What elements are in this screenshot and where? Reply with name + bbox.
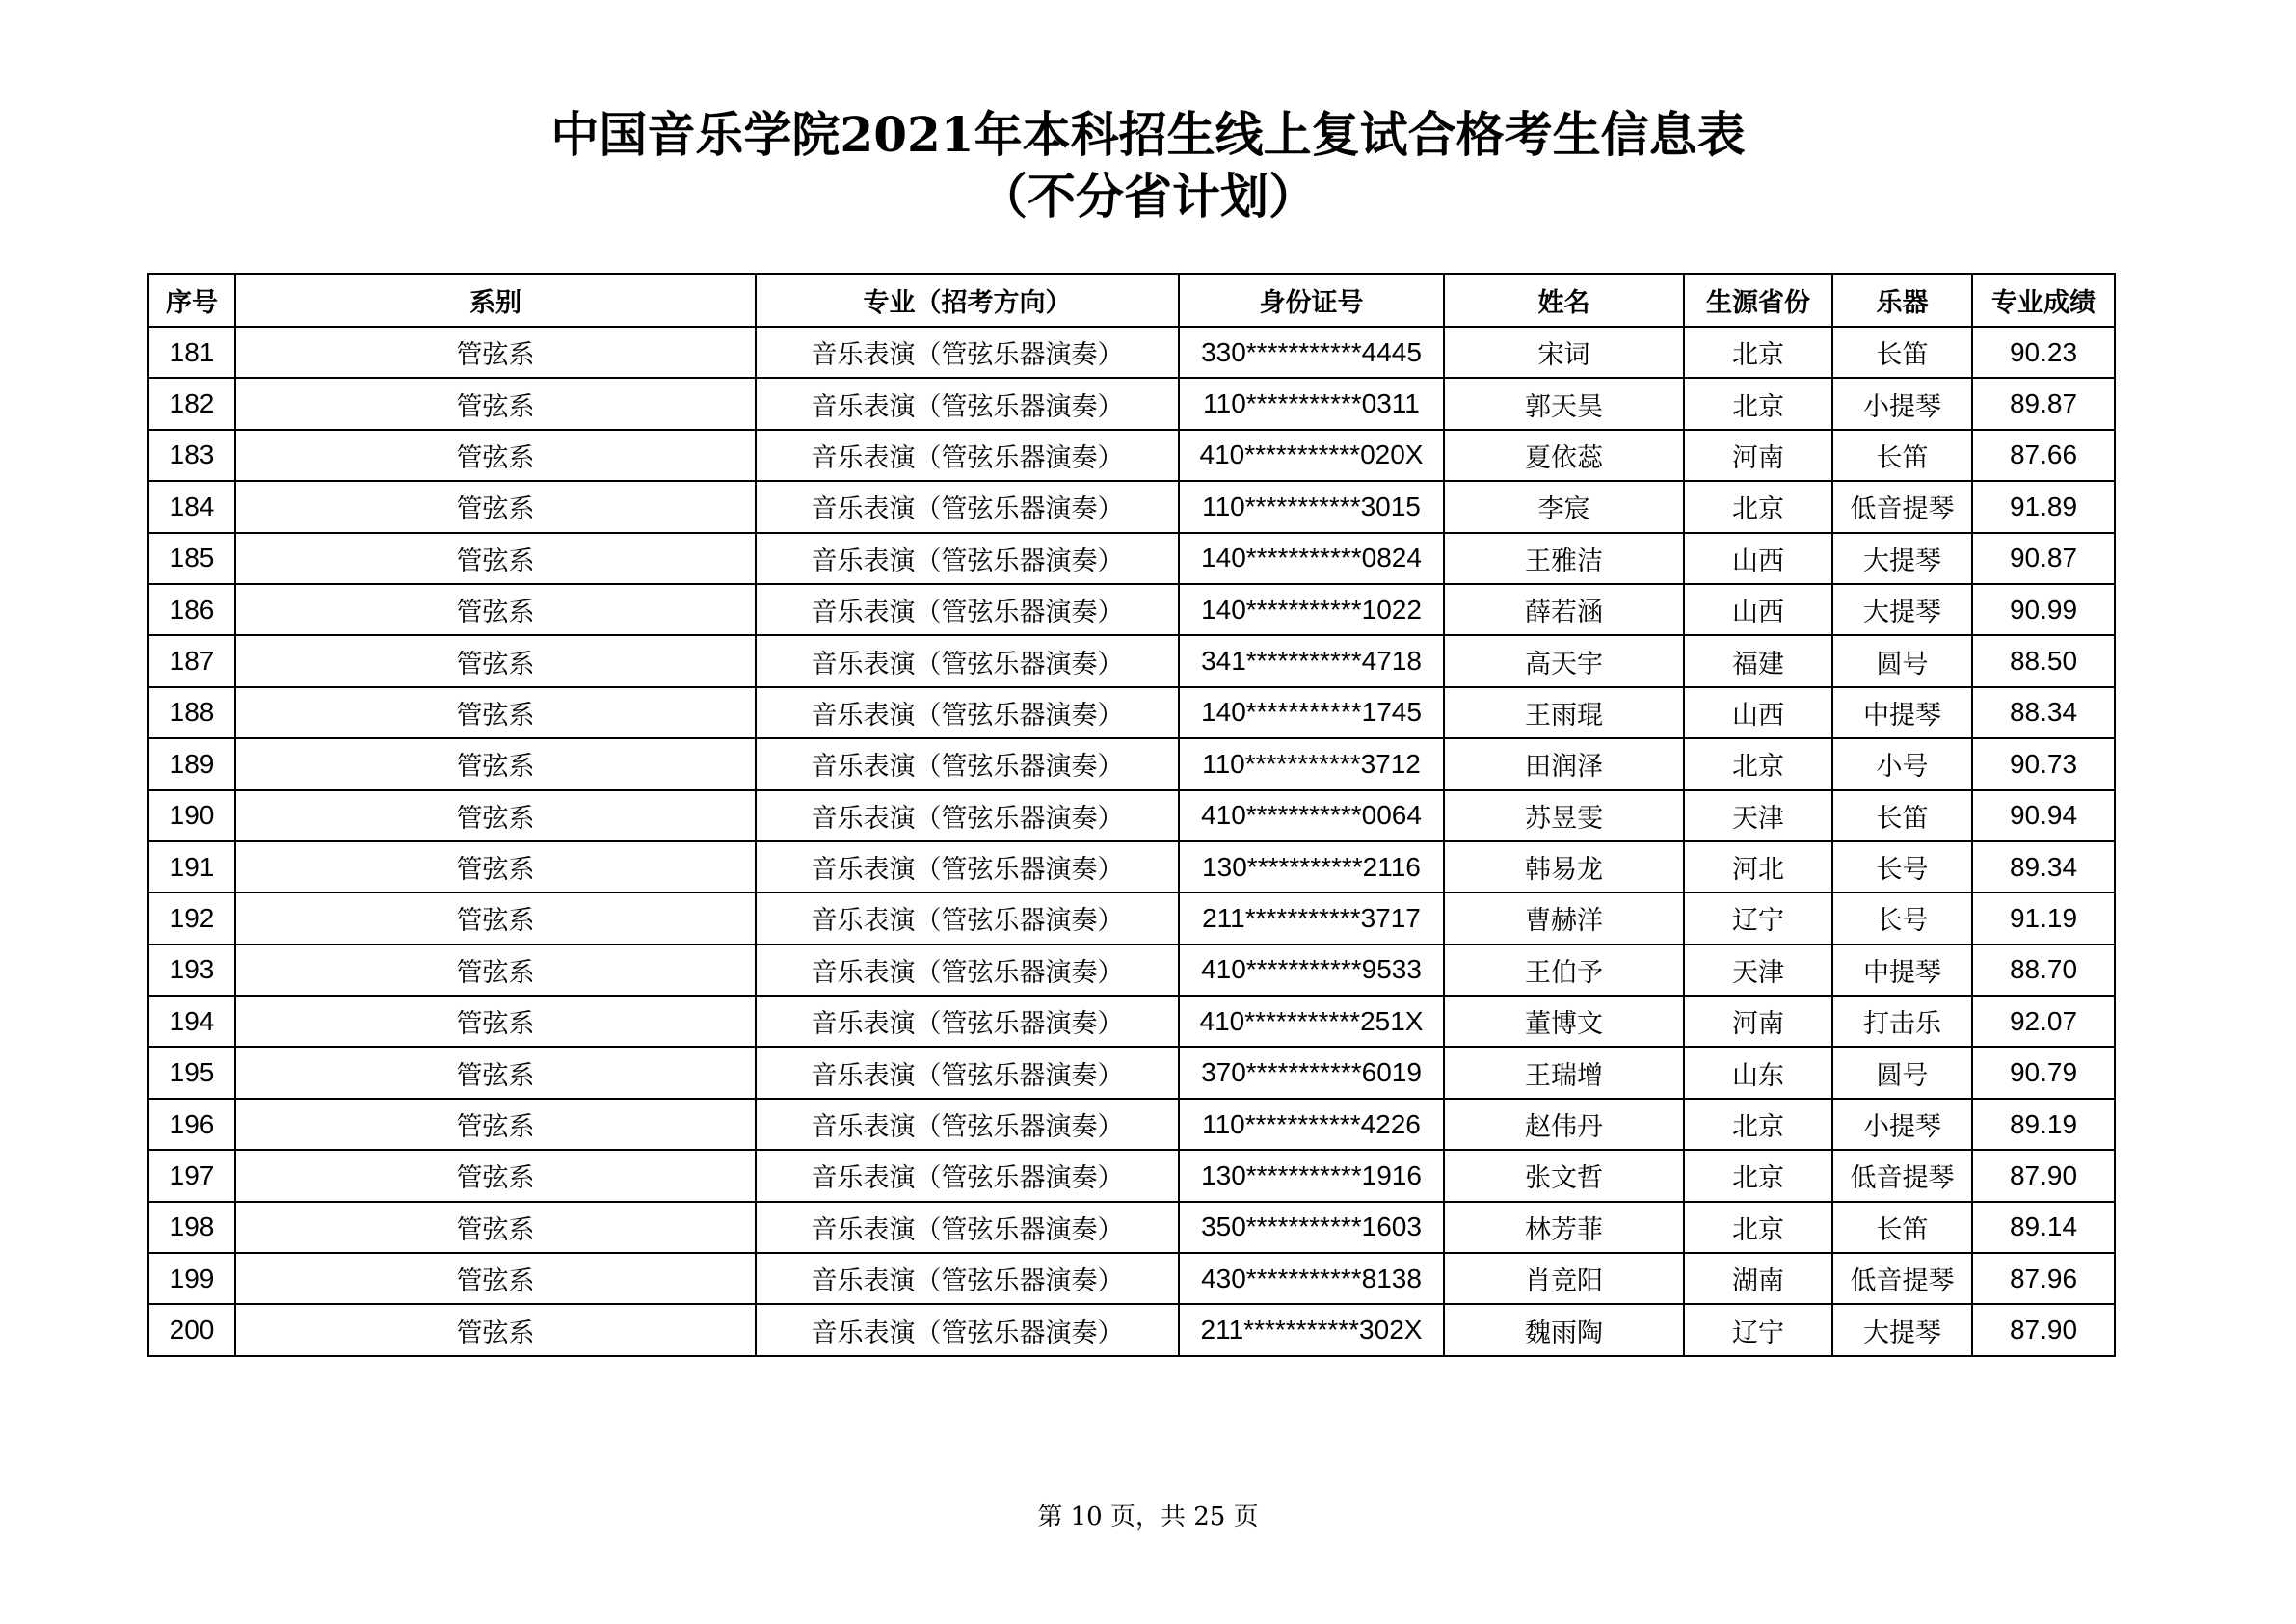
cell-major: 音乐表演（管弦乐器演奏） xyxy=(756,738,1179,789)
cell-department: 管弦系 xyxy=(235,1047,756,1098)
cell-id-number: 330***********4445 xyxy=(1179,327,1444,378)
table-row xyxy=(148,945,2115,996)
cell-major: 音乐表演（管弦乐器演奏） xyxy=(756,790,1179,841)
table-row xyxy=(148,1047,2115,1098)
cell-name: 宋词 xyxy=(1444,327,1684,378)
cell-department: 管弦系 xyxy=(235,687,756,738)
cell-id-number: 430***********8138 xyxy=(1179,1253,1444,1304)
cell-major: 音乐表演（管弦乐器演奏） xyxy=(756,945,1179,996)
cell-province: 辽宁 xyxy=(1684,1304,1832,1355)
cell-id-number: 350***********1603 xyxy=(1179,1202,1444,1253)
cell-seq: 188 xyxy=(148,687,235,738)
cell-seq: 193 xyxy=(148,945,235,996)
cell-id-number: 110***********3712 xyxy=(1179,738,1444,789)
cell-score: 89.19 xyxy=(1972,1099,2115,1150)
cell-id-number: 140***********1745 xyxy=(1179,687,1444,738)
table-row xyxy=(148,481,2115,532)
cell-instrument: 中提琴 xyxy=(1832,945,1972,996)
cell-instrument: 圆号 xyxy=(1832,1047,1972,1098)
table-row xyxy=(148,1253,2115,1304)
cell-department: 管弦系 xyxy=(235,1150,756,1201)
cell-seq: 194 xyxy=(148,996,235,1047)
cell-department: 管弦系 xyxy=(235,481,756,532)
cell-department: 管弦系 xyxy=(235,327,756,378)
cell-province: 北京 xyxy=(1684,738,1832,789)
cell-id-number: 410***********020X xyxy=(1179,430,1444,481)
table-row xyxy=(148,533,2115,584)
cell-province: 山西 xyxy=(1684,533,1832,584)
table-row xyxy=(148,892,2115,944)
cell-score: 87.66 xyxy=(1972,430,2115,481)
cell-department: 管弦系 xyxy=(235,533,756,584)
cell-name: 田润泽 xyxy=(1444,738,1684,789)
cell-score: 90.94 xyxy=(1972,790,2115,841)
cell-id-number: 211***********302X xyxy=(1179,1304,1444,1355)
cell-seq: 182 xyxy=(148,378,235,429)
cell-score: 88.34 xyxy=(1972,687,2115,738)
table-row xyxy=(148,790,2115,841)
cell-major: 音乐表演（管弦乐器演奏） xyxy=(756,430,1179,481)
cell-major: 音乐表演（管弦乐器演奏） xyxy=(756,841,1179,892)
cell-department: 管弦系 xyxy=(235,584,756,635)
cell-seq: 191 xyxy=(148,841,235,892)
cell-department: 管弦系 xyxy=(235,635,756,686)
cell-major: 音乐表演（管弦乐器演奏） xyxy=(756,481,1179,532)
cell-major: 音乐表演（管弦乐器演奏） xyxy=(756,687,1179,738)
document-subtitle: （不分省计划） xyxy=(979,168,1317,225)
cell-province: 山西 xyxy=(1684,584,1832,635)
document-title: 中国音乐学院2021年本科招生线上复试合格考生信息表 xyxy=(550,106,1746,163)
cell-province: 北京 xyxy=(1684,1150,1832,1201)
column-header: 专业成绩 xyxy=(1972,274,2115,327)
cell-instrument: 大提琴 xyxy=(1832,533,1972,584)
table-row xyxy=(148,584,2115,635)
cell-department: 管弦系 xyxy=(235,430,756,481)
table-row xyxy=(148,1150,2115,1201)
cell-score: 90.23 xyxy=(1972,327,2115,378)
cell-score: 90.73 xyxy=(1972,738,2115,789)
table-row xyxy=(148,1202,2115,1253)
cell-instrument: 长号 xyxy=(1832,841,1972,892)
cell-major: 音乐表演（管弦乐器演奏） xyxy=(756,1150,1179,1201)
table-row xyxy=(148,1099,2115,1150)
cell-department: 管弦系 xyxy=(235,1202,756,1253)
cell-score: 88.70 xyxy=(1972,945,2115,996)
column-header: 生源省份 xyxy=(1684,274,1832,327)
cell-province: 湖南 xyxy=(1684,1253,1832,1304)
cell-instrument: 长号 xyxy=(1832,892,1972,944)
cell-department: 管弦系 xyxy=(235,945,756,996)
table-row xyxy=(148,841,2115,892)
table-row xyxy=(148,430,2115,481)
cell-seq: 189 xyxy=(148,738,235,789)
cell-score: 90.79 xyxy=(1972,1047,2115,1098)
table-row xyxy=(148,327,2115,378)
cell-department: 管弦系 xyxy=(235,790,756,841)
table-body xyxy=(148,327,2115,1356)
table-row xyxy=(148,635,2115,686)
cell-id-number: 130***********2116 xyxy=(1179,841,1444,892)
cell-name: 王伯予 xyxy=(1444,945,1684,996)
cell-id-number: 130***********1916 xyxy=(1179,1150,1444,1201)
cell-major: 音乐表演（管弦乐器演奏） xyxy=(756,1202,1179,1253)
cell-name: 韩易龙 xyxy=(1444,841,1684,892)
cell-instrument: 大提琴 xyxy=(1832,1304,1972,1355)
cell-id-number: 341***********4718 xyxy=(1179,635,1444,686)
cell-province: 北京 xyxy=(1684,1099,1832,1150)
cell-seq: 184 xyxy=(148,481,235,532)
cell-score: 90.99 xyxy=(1972,584,2115,635)
cell-province: 辽宁 xyxy=(1684,892,1832,944)
cell-score: 87.90 xyxy=(1972,1150,2115,1201)
cell-major: 音乐表演（管弦乐器演奏） xyxy=(756,1253,1179,1304)
cell-major: 音乐表演（管弦乐器演奏） xyxy=(756,892,1179,944)
cell-seq: 197 xyxy=(148,1150,235,1201)
cell-name: 赵伟丹 xyxy=(1444,1099,1684,1150)
cell-name: 董博文 xyxy=(1444,996,1684,1047)
cell-major: 音乐表演（管弦乐器演奏） xyxy=(756,1304,1179,1355)
column-header: 系别 xyxy=(235,274,756,327)
cell-seq: 186 xyxy=(148,584,235,635)
cell-seq: 190 xyxy=(148,790,235,841)
cell-name: 夏依蕊 xyxy=(1444,430,1684,481)
cell-major: 音乐表演（管弦乐器演奏） xyxy=(756,378,1179,429)
column-header: 乐器 xyxy=(1832,274,1972,327)
cell-name: 魏雨陶 xyxy=(1444,1304,1684,1355)
cell-instrument: 小提琴 xyxy=(1832,1099,1972,1150)
cell-major: 音乐表演（管弦乐器演奏） xyxy=(756,533,1179,584)
cell-department: 管弦系 xyxy=(235,378,756,429)
cell-name: 王雨琨 xyxy=(1444,687,1684,738)
cell-province: 北京 xyxy=(1684,327,1832,378)
cell-name: 薛若涵 xyxy=(1444,584,1684,635)
cell-score: 91.89 xyxy=(1972,481,2115,532)
cell-major: 音乐表演（管弦乐器演奏） xyxy=(756,635,1179,686)
cell-instrument: 长笛 xyxy=(1832,790,1972,841)
cell-name: 王瑞增 xyxy=(1444,1047,1684,1098)
cell-instrument: 中提琴 xyxy=(1832,687,1972,738)
cell-department: 管弦系 xyxy=(235,892,756,944)
cell-major: 音乐表演（管弦乐器演奏） xyxy=(756,996,1179,1047)
cell-major: 音乐表演（管弦乐器演奏） xyxy=(756,327,1179,378)
cell-id-number: 410***********9533 xyxy=(1179,945,1444,996)
cell-name: 林芳菲 xyxy=(1444,1202,1684,1253)
cell-department: 管弦系 xyxy=(235,841,756,892)
cell-score: 87.90 xyxy=(1972,1304,2115,1355)
table-row xyxy=(148,687,2115,738)
table-header-row xyxy=(148,274,2115,327)
cell-seq: 200 xyxy=(148,1304,235,1355)
cell-score: 89.87 xyxy=(1972,378,2115,429)
cell-province: 河北 xyxy=(1684,841,1832,892)
cell-seq: 185 xyxy=(148,533,235,584)
cell-seq: 183 xyxy=(148,430,235,481)
cell-name: 郭天昊 xyxy=(1444,378,1684,429)
cell-major: 音乐表演（管弦乐器演奏） xyxy=(756,584,1179,635)
cell-id-number: 110***********3015 xyxy=(1179,481,1444,532)
cell-province: 河南 xyxy=(1684,430,1832,481)
cell-name: 曹赫洋 xyxy=(1444,892,1684,944)
cell-score: 92.07 xyxy=(1972,996,2115,1047)
cell-province: 福建 xyxy=(1684,635,1832,686)
cell-seq: 192 xyxy=(148,892,235,944)
cell-department: 管弦系 xyxy=(235,1253,756,1304)
cell-instrument: 长笛 xyxy=(1832,1202,1972,1253)
column-header: 序号 xyxy=(148,274,235,327)
cell-id-number: 410***********251X xyxy=(1179,996,1444,1047)
cell-department: 管弦系 xyxy=(235,1099,756,1150)
cell-id-number: 110***********4226 xyxy=(1179,1099,1444,1150)
table-row xyxy=(148,996,2115,1047)
page-indicator: 第 10 页，共 25 页 xyxy=(1037,1503,1259,1531)
cell-province: 河南 xyxy=(1684,996,1832,1047)
cell-instrument: 低音提琴 xyxy=(1832,1253,1972,1304)
cell-seq: 198 xyxy=(148,1202,235,1253)
cell-instrument: 小提琴 xyxy=(1832,378,1972,429)
cell-score: 91.19 xyxy=(1972,892,2115,944)
cell-province: 天津 xyxy=(1684,790,1832,841)
cell-name: 张文哲 xyxy=(1444,1150,1684,1201)
cell-instrument: 低音提琴 xyxy=(1832,481,1972,532)
cell-name: 肖竞阳 xyxy=(1444,1253,1684,1304)
table-row xyxy=(148,1304,2115,1355)
cell-instrument: 大提琴 xyxy=(1832,584,1972,635)
cell-id-number: 370***********6019 xyxy=(1179,1047,1444,1098)
cell-id-number: 140***********1022 xyxy=(1179,584,1444,635)
cell-province: 北京 xyxy=(1684,378,1832,429)
cell-province: 北京 xyxy=(1684,481,1832,532)
cell-department: 管弦系 xyxy=(235,738,756,789)
cell-score: 87.96 xyxy=(1972,1253,2115,1304)
cell-name: 高天宇 xyxy=(1444,635,1684,686)
column-header: 姓名 xyxy=(1444,274,1684,327)
cell-seq: 181 xyxy=(148,327,235,378)
cell-score: 90.87 xyxy=(1972,533,2115,584)
cell-major: 音乐表演（管弦乐器演奏） xyxy=(756,1047,1179,1098)
cell-province: 山东 xyxy=(1684,1047,1832,1098)
cell-name: 李宸 xyxy=(1444,481,1684,532)
cell-id-number: 110***********0311 xyxy=(1179,378,1444,429)
cell-major: 音乐表演（管弦乐器演奏） xyxy=(756,1099,1179,1150)
cell-province: 北京 xyxy=(1684,1202,1832,1253)
candidate-table xyxy=(147,273,2116,1357)
cell-instrument: 打击乐 xyxy=(1832,996,1972,1047)
cell-name: 苏昱雯 xyxy=(1444,790,1684,841)
cell-instrument: 长笛 xyxy=(1832,327,1972,378)
cell-id-number: 410***********0064 xyxy=(1179,790,1444,841)
cell-id-number: 211***********3717 xyxy=(1179,892,1444,944)
cell-instrument: 长笛 xyxy=(1832,430,1972,481)
cell-score: 88.50 xyxy=(1972,635,2115,686)
table-row xyxy=(148,378,2115,429)
cell-department: 管弦系 xyxy=(235,1304,756,1355)
cell-score: 89.14 xyxy=(1972,1202,2115,1253)
cell-province: 山西 xyxy=(1684,687,1832,738)
table-row xyxy=(148,738,2115,789)
cell-seq: 187 xyxy=(148,635,235,686)
cell-instrument: 低音提琴 xyxy=(1832,1150,1972,1201)
cell-province: 天津 xyxy=(1684,945,1832,996)
column-header: 身份证号 xyxy=(1179,274,1444,327)
cell-seq: 196 xyxy=(148,1099,235,1150)
cell-seq: 199 xyxy=(148,1253,235,1304)
column-header: 专业（招考方向） xyxy=(756,274,1179,327)
cell-name: 王雅洁 xyxy=(1444,533,1684,584)
cell-department: 管弦系 xyxy=(235,996,756,1047)
cell-seq: 195 xyxy=(148,1047,235,1098)
cell-instrument: 圆号 xyxy=(1832,635,1972,686)
cell-instrument: 小号 xyxy=(1832,738,1972,789)
cell-score: 89.34 xyxy=(1972,841,2115,892)
cell-id-number: 140***********0824 xyxy=(1179,533,1444,584)
